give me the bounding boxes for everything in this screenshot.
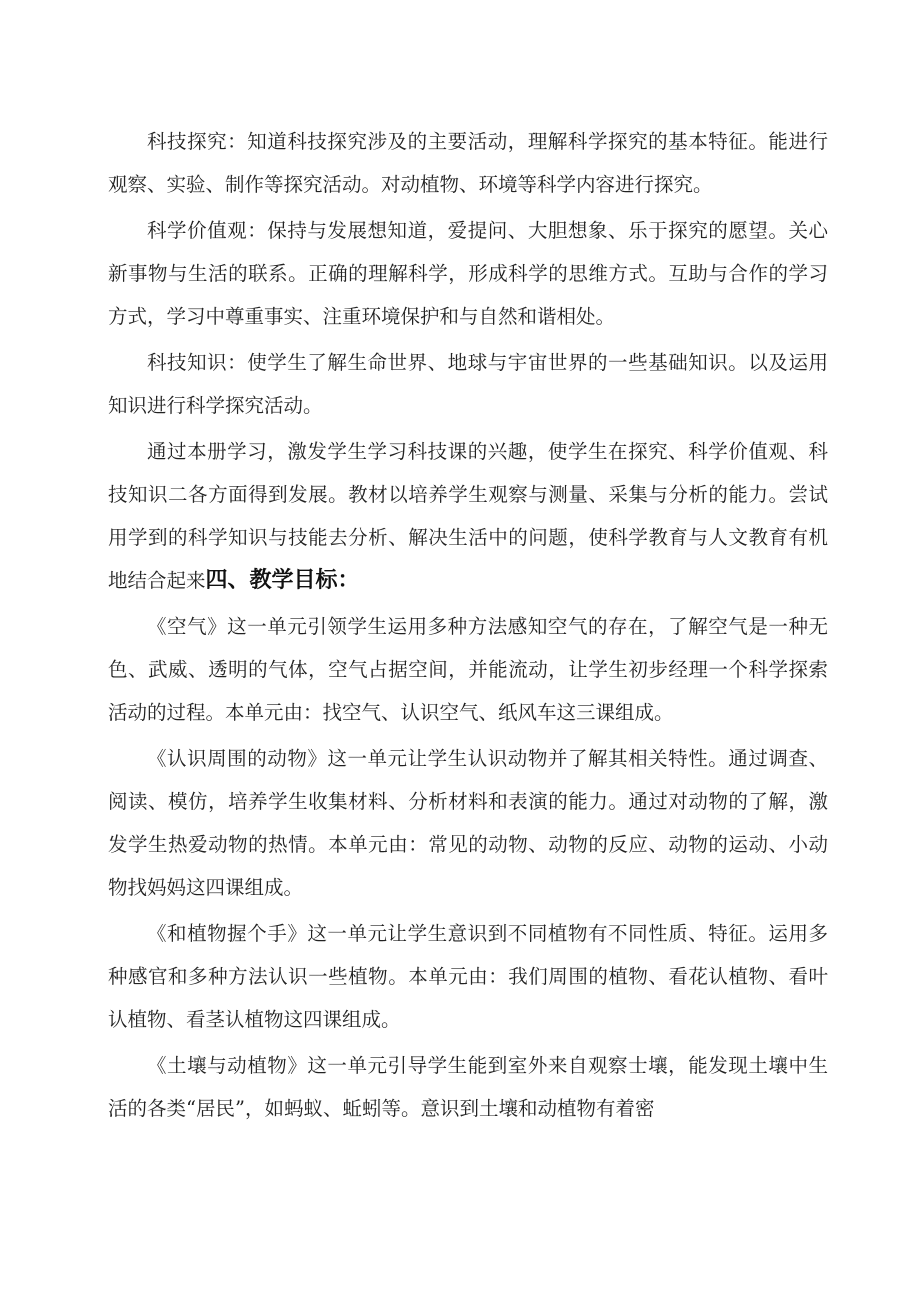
paragraph-text: 科技探究：知道科技探究涉及的主要活动，理解科学探究的基本特征。能进行观察、实验、制作等探究活动。对动植物、环境等科学内容进行探究。 [108, 130, 828, 196]
paragraph-overview [108, 430, 828, 602]
paragraph-science-knowledge [108, 341, 828, 427]
document-body [108, 120, 828, 1130]
paragraph-unit-animals [108, 737, 828, 909]
paragraph-science-values [108, 209, 828, 338]
paragraph-unit-air [108, 605, 828, 734]
paragraph-unit-soil [108, 1044, 828, 1130]
paragraph-unit-plants [108, 912, 828, 1041]
paragraph-text: 科技知识：使学生了解生命世界、地球与宇宙世界的一些基础知识。以及运用知识进行科学探究活动。 [108, 351, 828, 417]
paragraph-text: 《和植物握个手》这一单元让学生意识到不同植物有不同性质、特征。运用多种感官和多种方法认识一些植物。本单元由：我们周围的植物、看花认植物、看叶认植物、看茎认植物这四课组成。 [108, 922, 828, 1031]
paragraph-science-inquiry [108, 120, 828, 206]
paragraph-text: 科学价值观：保持与发展想知道，爱提问、大胆想象、乐于探究的愿望。关心新事物与生活的联系。正确的理解科学，形成科学的思维方式。互助与合作的学习方式，学习中尊重事实、注重环境保护和与自然和谐相处。 [108, 219, 828, 328]
paragraph-text: 《认识周围的动物》这一单元让学生认识动物并了解其相关特性。通过调查、阅读、模仿，培养学生收集材料、分析材料和表演的能力。通过对动物的了解，激发学生热爱动物的热情。本单元由：常见的动物、动物的反应、动物的运动、小动物找妈妈这四课组成。 [108, 747, 828, 899]
paragraph-text: 通过本册学习，激发学生学习科技课的兴趣，使学生在探究、科学价值观、科技知识二各方面得到发展。教材以培养学生观察与测量、采集与分析的能力。尝试用学到的科学知识与技能去分析、解决生活中的问题，使科学教育与人文教育有机地结合起来 [108, 440, 828, 592]
section-heading-teaching-goals: 四、教学目标： [205, 568, 360, 593]
paragraph-text: 《土壤与动植物》这一单元引导学生能到室外来自观察士壤，能发现土壤中生活的各类“居民”，如蚂蚁、蚯蚓等。意识到土壤和动植物有着密 [108, 1054, 828, 1120]
paragraph-text: 《空气》这一单元引领学生运用多种方法感知空气的存在，了解空气是一种无色、武威、透明的气体，空气占据空间，并能流动，让学生初步经理一个科学探索活动的过程。本单元由：找空气、认识空气、纸风车这三课组成。 [108, 615, 828, 724]
